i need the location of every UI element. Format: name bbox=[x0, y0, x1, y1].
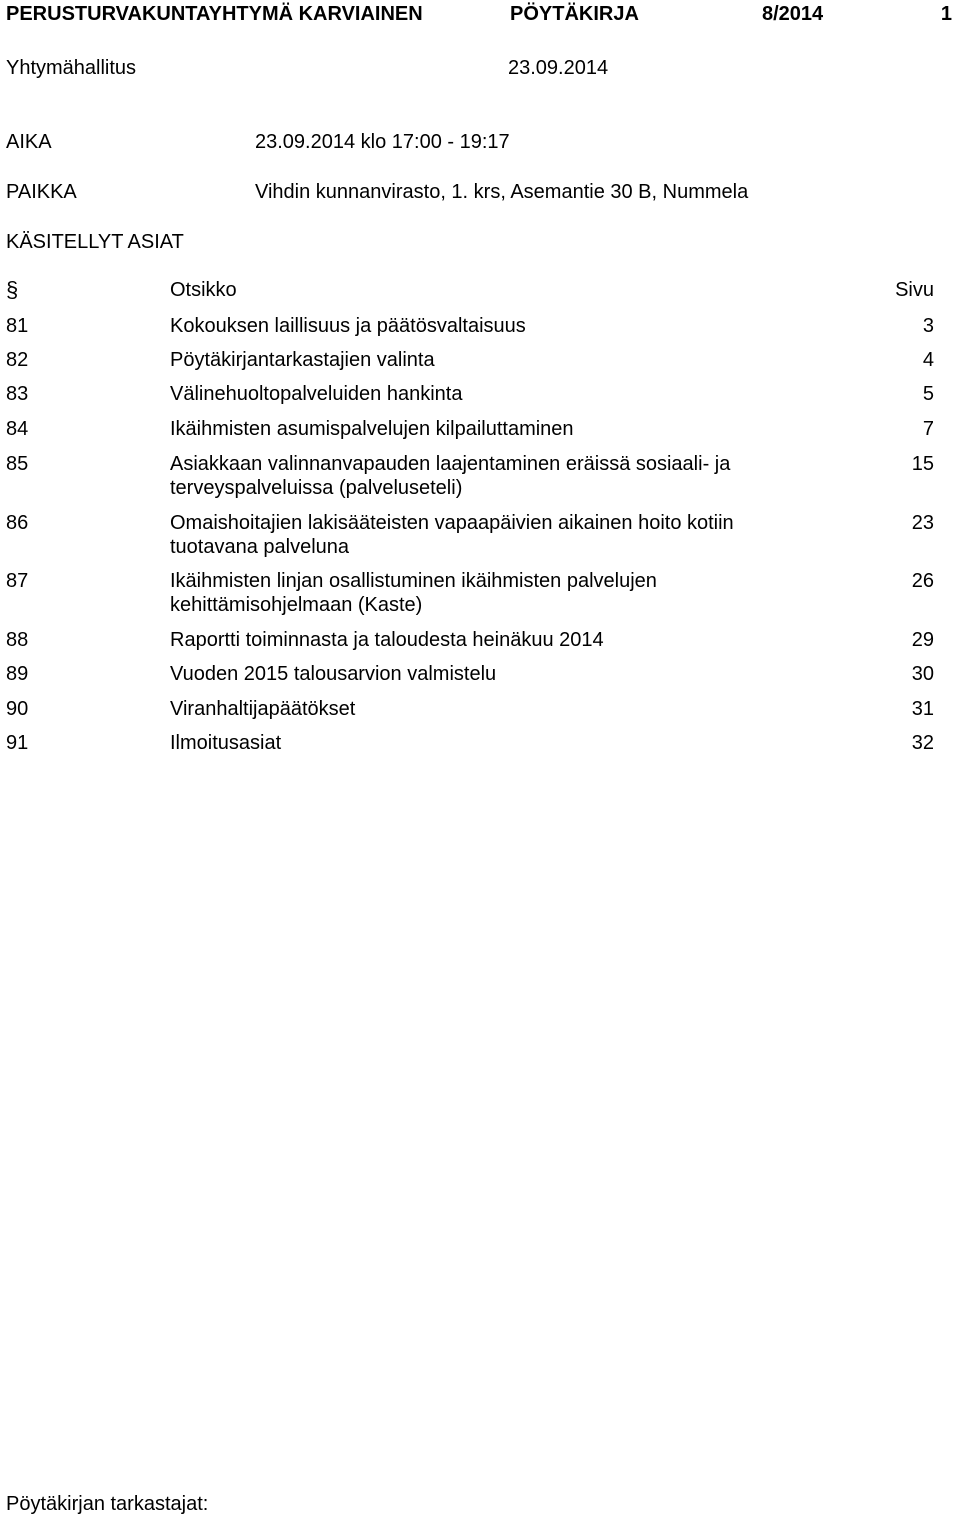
document-date: 23.09.2014 bbox=[508, 57, 609, 79]
item-title: Raportti toiminnasta ja taloudesta heinäkuu 2014 bbox=[170, 629, 604, 651]
item-page: 7 bbox=[922, 418, 934, 440]
item-page: 29 bbox=[911, 629, 934, 651]
page-number: 1 bbox=[940, 3, 952, 25]
place-label: PAIKKA bbox=[6, 181, 77, 203]
item-number: 90 bbox=[6, 698, 29, 720]
item-number: 83 bbox=[6, 383, 29, 405]
item-page: 30 bbox=[911, 663, 934, 685]
section-mark: § bbox=[6, 277, 19, 302]
item-page: 32 bbox=[911, 732, 934, 754]
item-number: 91 bbox=[6, 732, 29, 754]
toc-heading: KÄSITELLYT ASIAT bbox=[6, 231, 184, 253]
document-type: PÖYTÄKIRJA bbox=[510, 3, 639, 25]
item-page: 4 bbox=[922, 349, 934, 371]
item-number: 81 bbox=[6, 315, 29, 337]
organization-name: PERUSTURVAKUNTAYHTYMÄ KARVIAINEN bbox=[6, 3, 423, 25]
item-number: 87 bbox=[6, 570, 29, 592]
item-title: Välinehuoltopalveluiden hankinta bbox=[170, 383, 463, 405]
item-title: Ilmoitusasiat bbox=[170, 732, 282, 754]
item-page: 23 bbox=[911, 512, 934, 534]
item-number: 88 bbox=[6, 629, 29, 651]
document-number: 8/2014 bbox=[762, 3, 824, 25]
place-value: Vihdin kunnanvirasto, 1. krs, Asemantie 30 B, Nummela bbox=[255, 181, 749, 203]
item-page: 26 bbox=[911, 570, 934, 592]
item-number: 89 bbox=[6, 663, 29, 685]
item-title: Asiakkaan valinnanvapauden laajentaminen eräissä sosiaali- ja terveyspalveluissa (palveluseteli) bbox=[170, 453, 731, 499]
item-title: Viranhaltijapäätökset bbox=[170, 698, 356, 720]
item-page: 3 bbox=[922, 315, 934, 337]
item-number: 86 bbox=[6, 512, 29, 534]
item-page: 5 bbox=[922, 383, 934, 405]
item-number: 84 bbox=[6, 418, 29, 440]
item-title: Ikäihmisten linjan osallistuminen ikäihmisten palvelujen kehittämisohjelmaan (Kaste) bbox=[170, 570, 657, 616]
time-label: AIKA bbox=[6, 131, 52, 153]
item-number: 85 bbox=[6, 453, 29, 475]
column-header-title: Otsikko bbox=[170, 279, 237, 301]
item-title: Omaishoitajien lakisääteisten vapaapäivien aikainen hoito kotiin tuotavana palveluna bbox=[170, 512, 734, 558]
governing-body: Yhtymähallitus bbox=[6, 57, 137, 79]
item-page: 15 bbox=[911, 453, 934, 475]
item-page: 31 bbox=[911, 698, 934, 720]
reviewers-label: Pöytäkirjan tarkastajat: bbox=[6, 1493, 209, 1515]
item-title: Kokouksen laillisuus ja päätösvaltaisuus bbox=[170, 315, 526, 337]
item-number: 82 bbox=[6, 349, 29, 371]
time-value: 23.09.2014 klo 17:00 - 19:17 bbox=[255, 131, 510, 153]
item-title: Pöytäkirjantarkastajien valinta bbox=[170, 349, 435, 371]
item-title: Ikäihmisten asumispalvelujen kilpailuttaminen bbox=[170, 418, 574, 440]
column-header-page: Sivu bbox=[895, 279, 934, 301]
item-title: Vuoden 2015 talousarvion valmistelu bbox=[170, 663, 497, 685]
